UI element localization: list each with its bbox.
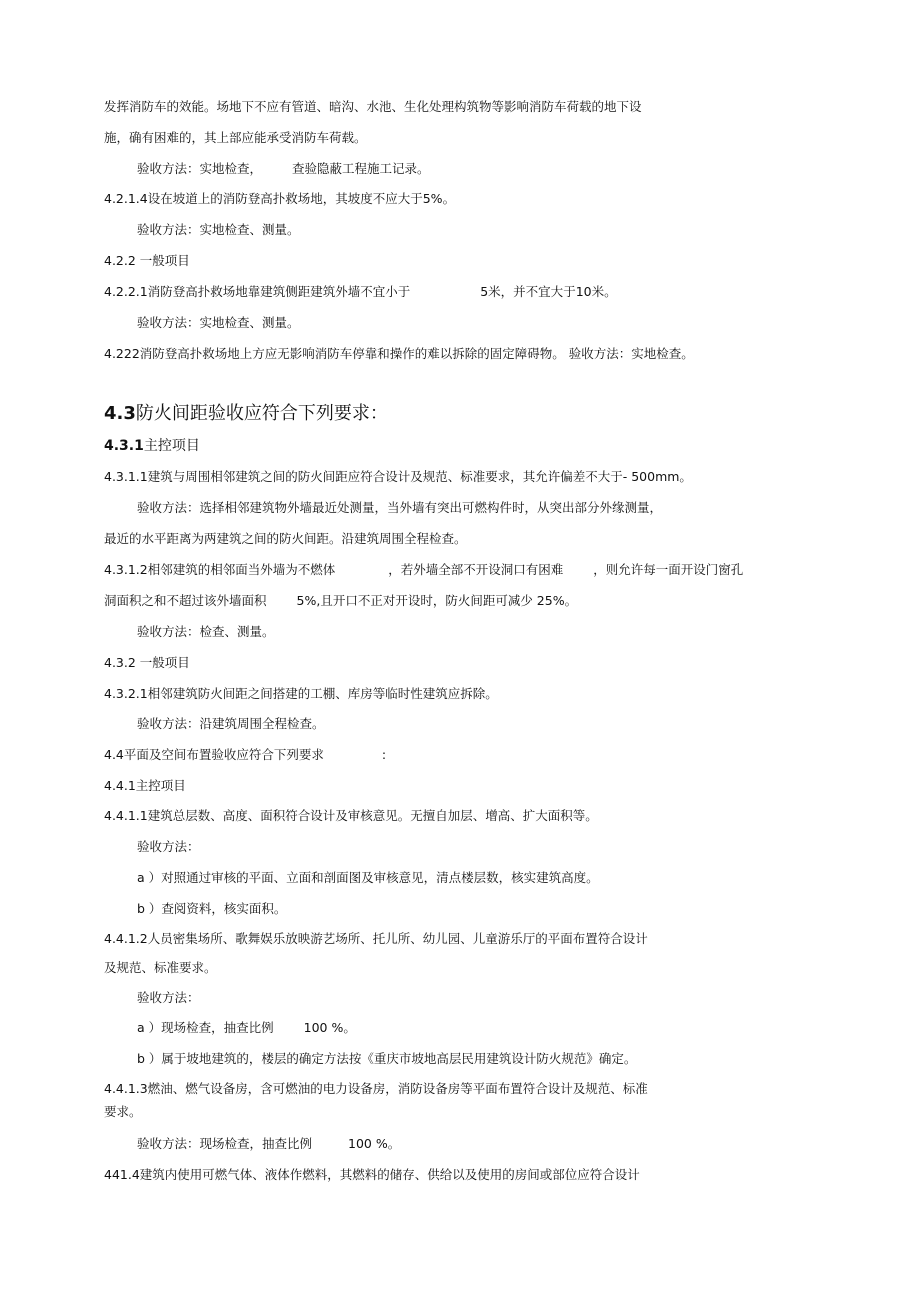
text-span: 4.2.2.1消防登高扑救场地靠建筑侧距建筑外墙不宜小于 [104,284,411,299]
text-span: 洞面积之和不超过该外墙面积 [104,593,267,608]
text-line: 4.3.2.1相邻建筑防火间距之间搭建的工棚、库房等临时性建筑应拆除。 [104,686,498,701]
text-span: 100 %。 [303,1020,356,1035]
text-line [137,1020,356,1036]
text-span: 验收方法：现场检查，抽查比例 [137,1136,313,1151]
heading-text: 防火间距验收应符合下列要求： [135,403,388,424]
section-heading [104,403,388,425]
text-line: 验收方法：检查、测量。 [137,624,275,639]
text-line [137,1136,400,1152]
heading-text: 主控项目 [143,438,200,454]
text-line: 4.4.1.2人员密集场所、歌舞娱乐放映游艺场所、托儿所、幼儿园、儿童游乐厅的平面布置符合设计 [104,931,648,946]
text-line: 验收方法：实地检查、测量。 [137,315,300,330]
text-line: 4.222消防登高扑救场地上方应无影响消防车停靠和操作的难以拆除的固定障碍物。 验收方法：实地检查。 [104,346,694,361]
text-line: 最近的水平距离为两建筑之间的防火间距。沿建筑周围全程检查。 [104,531,467,546]
text-line: 4.4.1主控项目 [104,778,186,793]
heading-number: 4.3.1 [104,438,144,454]
text-line: 施，确有困难的，其上部应能承受消防车荷载。 [104,130,367,145]
text-span: ，若外墙全部不开设洞口有困难 [388,562,564,577]
text-span: 4.3.1.2相邻建筑的相邻面当外墙为不燃体 [104,562,336,577]
text-line: b ）查阅资料，核实面积。 [137,901,287,916]
text-span: 验收方法：实地检查， [137,161,263,176]
text-line: 441.4建筑内使用可燃气体、液体作燃料，其燃料的储存、供给以及使用的房间或部位应符合设计 [104,1167,640,1182]
text-line [104,747,386,763]
text-line [137,161,430,177]
text-line [104,593,577,609]
text-line: 4.4.1.1建筑总层数、高度、面积符合设计及审核意见。无擅自加层、增高、扩大面积等。 [104,808,598,823]
text-span: 5米，并不宜大于10米。 [480,284,617,299]
text-line: 验收方法： [137,990,200,1005]
text-span: : [381,747,387,762]
text-line: 4.4.1.3燃油、燃气设备房，含可燃油的电力设备房，消防设备房等平面布置符合设计及规范、标准 [104,1081,648,1096]
subsection-heading [104,437,200,455]
text-line: 及规范、标准要求。 [104,960,217,975]
text-line: 4.3.1.1建筑与周围相邻建筑之间的防火间距应符合设计及规范、标准要求，其允许偏差不大于- 500mm。 [104,469,692,484]
text-line: 验收方法：实地检查、测量。 [137,222,300,237]
text-line: 验收方法： [137,839,200,854]
heading-number: 4.3 [104,403,136,424]
text-line: b ）属于坡地建筑的，楼层的确定方法按《重庆市坡地高层民用建筑设计防火规范》确定。 [137,1051,637,1066]
text-line: 4.3.2 一般项目 [104,655,190,670]
text-line: 要求。 [104,1104,142,1119]
text-line: a ）对照通过审核的平面、立面和剖面图及审核意见，清点楼层数，核实建筑高度。 [137,870,599,885]
text-line: 4.2.1.4设在坡道上的消防登高扑救场地，其坡度不应大于5%。 [104,191,456,206]
text-line: 验收方法：选择相邻建筑物外墙最近处测量，当外墙有突出可燃构件时，从突出部分外缘测量， [137,500,663,515]
text-line: 验收方法：沿建筑周围全程检查。 [137,716,325,731]
text-span: 5%,且开口不正对开设时，防火间距可减少 25%。 [296,593,578,608]
text-line [104,562,743,578]
text-span: 100 %。 [348,1136,401,1151]
text-span: ，则允许每一面开设门窗孔 [593,562,744,577]
text-span: 查验隐蔽工程施工记录。 [292,161,430,176]
text-line: 发挥消防车的效能。场地下不应有管道、暗沟、水池、生化处理构筑物等影响消防车荷载的地下设 [104,99,642,114]
text-line: 4.2.2 一般项目 [104,253,190,268]
text-span: a ）现场检查，抽查比例 [137,1020,274,1035]
text-span: 4.4平面及空间布置验收应符合下列要求 [104,747,324,762]
text-line [104,284,617,300]
